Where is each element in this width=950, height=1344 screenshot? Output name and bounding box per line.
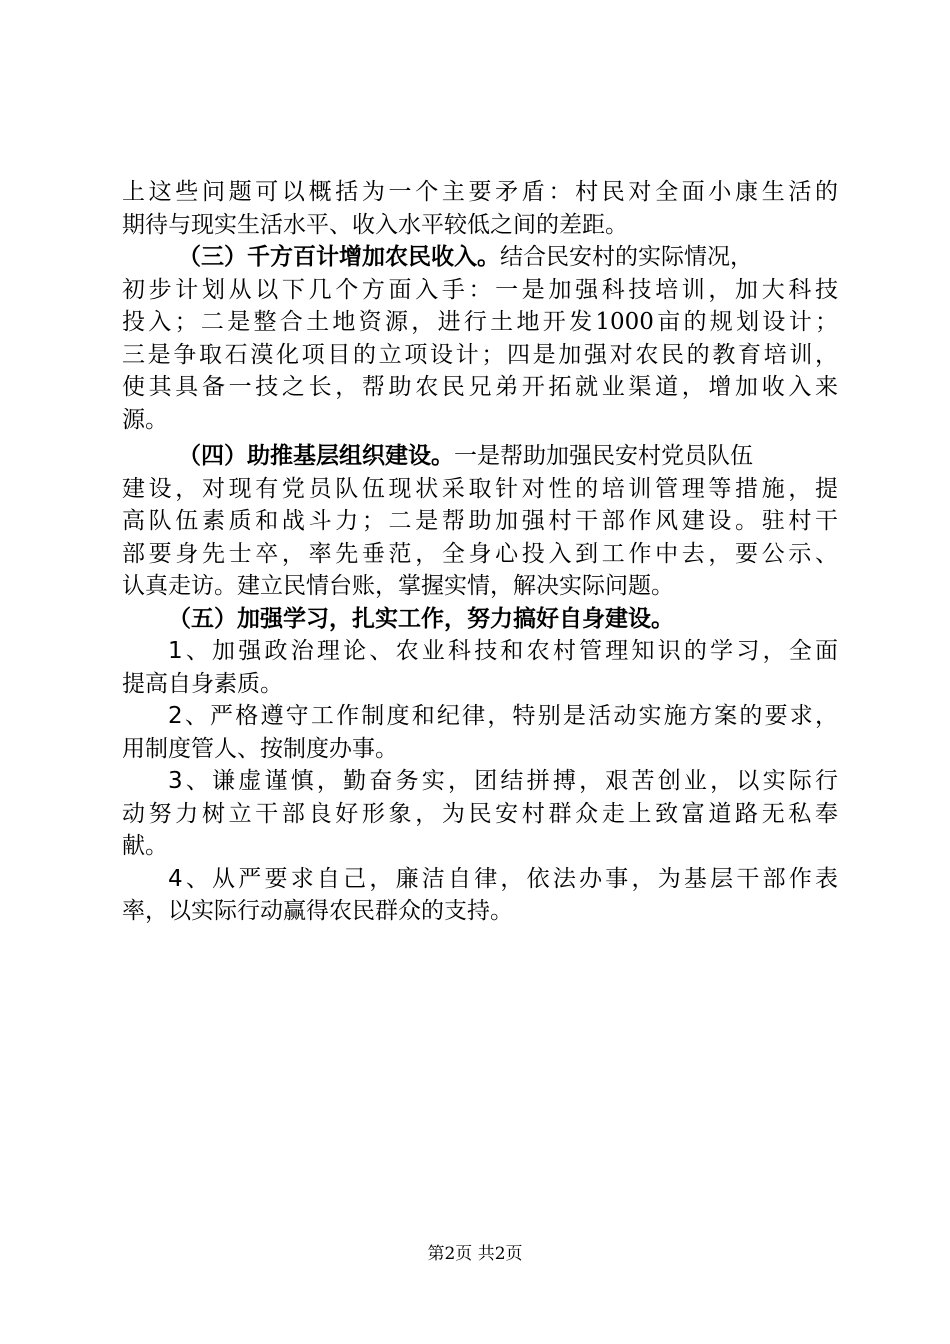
text-line: 认真走访。建立民情台账，掌握实情，解决实际问题。 xyxy=(122,573,674,599)
list-item xyxy=(122,635,838,700)
section-3-heading: （三）千方百计增加农民收入。 xyxy=(178,244,500,270)
text-line: 4、从严要求自己，廉洁自律，依法办事，为基层干部作表 xyxy=(168,865,838,892)
text-line: 三是争取石漠化项目的立项设计；四是加强对农民的教育培训， xyxy=(122,341,838,368)
text-line: 率，以实际行动赢得农民群众的支持。 xyxy=(122,898,513,924)
list-item xyxy=(122,700,838,765)
text-line: 部要身先士卒，率先垂范，全身心投入到工作中去，要公示、 xyxy=(122,540,838,567)
text-line: 1、加强政治理论、农业科技和农村管理知识的学习，全面 xyxy=(168,638,838,664)
section-5-heading: （五）加强学习，扎实工作，努力搞好自身建设。 xyxy=(168,605,674,632)
text-line: 2、严格遵守工作制度和纪律，特别是活动实施方案的要求， xyxy=(168,703,838,729)
document-body xyxy=(122,176,838,928)
intro-paragraph xyxy=(122,176,838,241)
text-line: 建设，对现有党员队伍现状采取针对性的培训管理等措施，提 xyxy=(122,475,838,502)
text-line: 献。 xyxy=(122,833,168,859)
text-line: 用制度管人、按制度办事。 xyxy=(122,735,398,762)
text-line: 初步计划从以下几个方面入手：一是加强科技培训，加大科技 xyxy=(122,276,838,303)
section-3-text: 结合民安村的实际情况， xyxy=(500,244,753,270)
section-4-paragraph xyxy=(122,440,838,603)
text-line: 上这些问题可以概括为一个主要矛盾：村民对全面小康生活的 xyxy=(122,179,838,205)
text-line: 投入；二是整合土地资源，进行土地开发1000亩的规划设计； xyxy=(122,309,838,335)
text-line xyxy=(122,440,838,473)
list-item xyxy=(122,765,838,863)
text-line: 期待与现实生活水平、收入水平较低之间的差距。 xyxy=(122,211,628,238)
text-line: 3、谦虚谨慎，勤奋务实，团结拼搏，艰苦创业，以实际行 xyxy=(168,768,838,794)
section-3-paragraph xyxy=(122,241,838,436)
section-5-paragraph xyxy=(122,603,838,928)
section-4-text: 一是帮助加强民安村党员队伍 xyxy=(454,443,753,469)
text-line: 使其具备一技之长，帮助农民兄弟开拓就业渠道，增加收入来 xyxy=(122,374,838,400)
text-line xyxy=(122,241,838,274)
page-number-footer: 第2页 共2页 xyxy=(427,1244,523,1264)
text-line: 高队伍素质和战斗力；二是帮助加强村干部作风建设。驻村干 xyxy=(122,508,838,534)
list-item xyxy=(122,863,838,928)
text-line: 提高自身素质。 xyxy=(122,670,283,697)
section-4-heading: （四）助推基层组织建设。 xyxy=(178,443,454,469)
text-line: 动努力树立干部良好形象，为民安村群众走上致富道路无私奉 xyxy=(122,800,838,827)
text-line: 源。 xyxy=(122,406,168,433)
